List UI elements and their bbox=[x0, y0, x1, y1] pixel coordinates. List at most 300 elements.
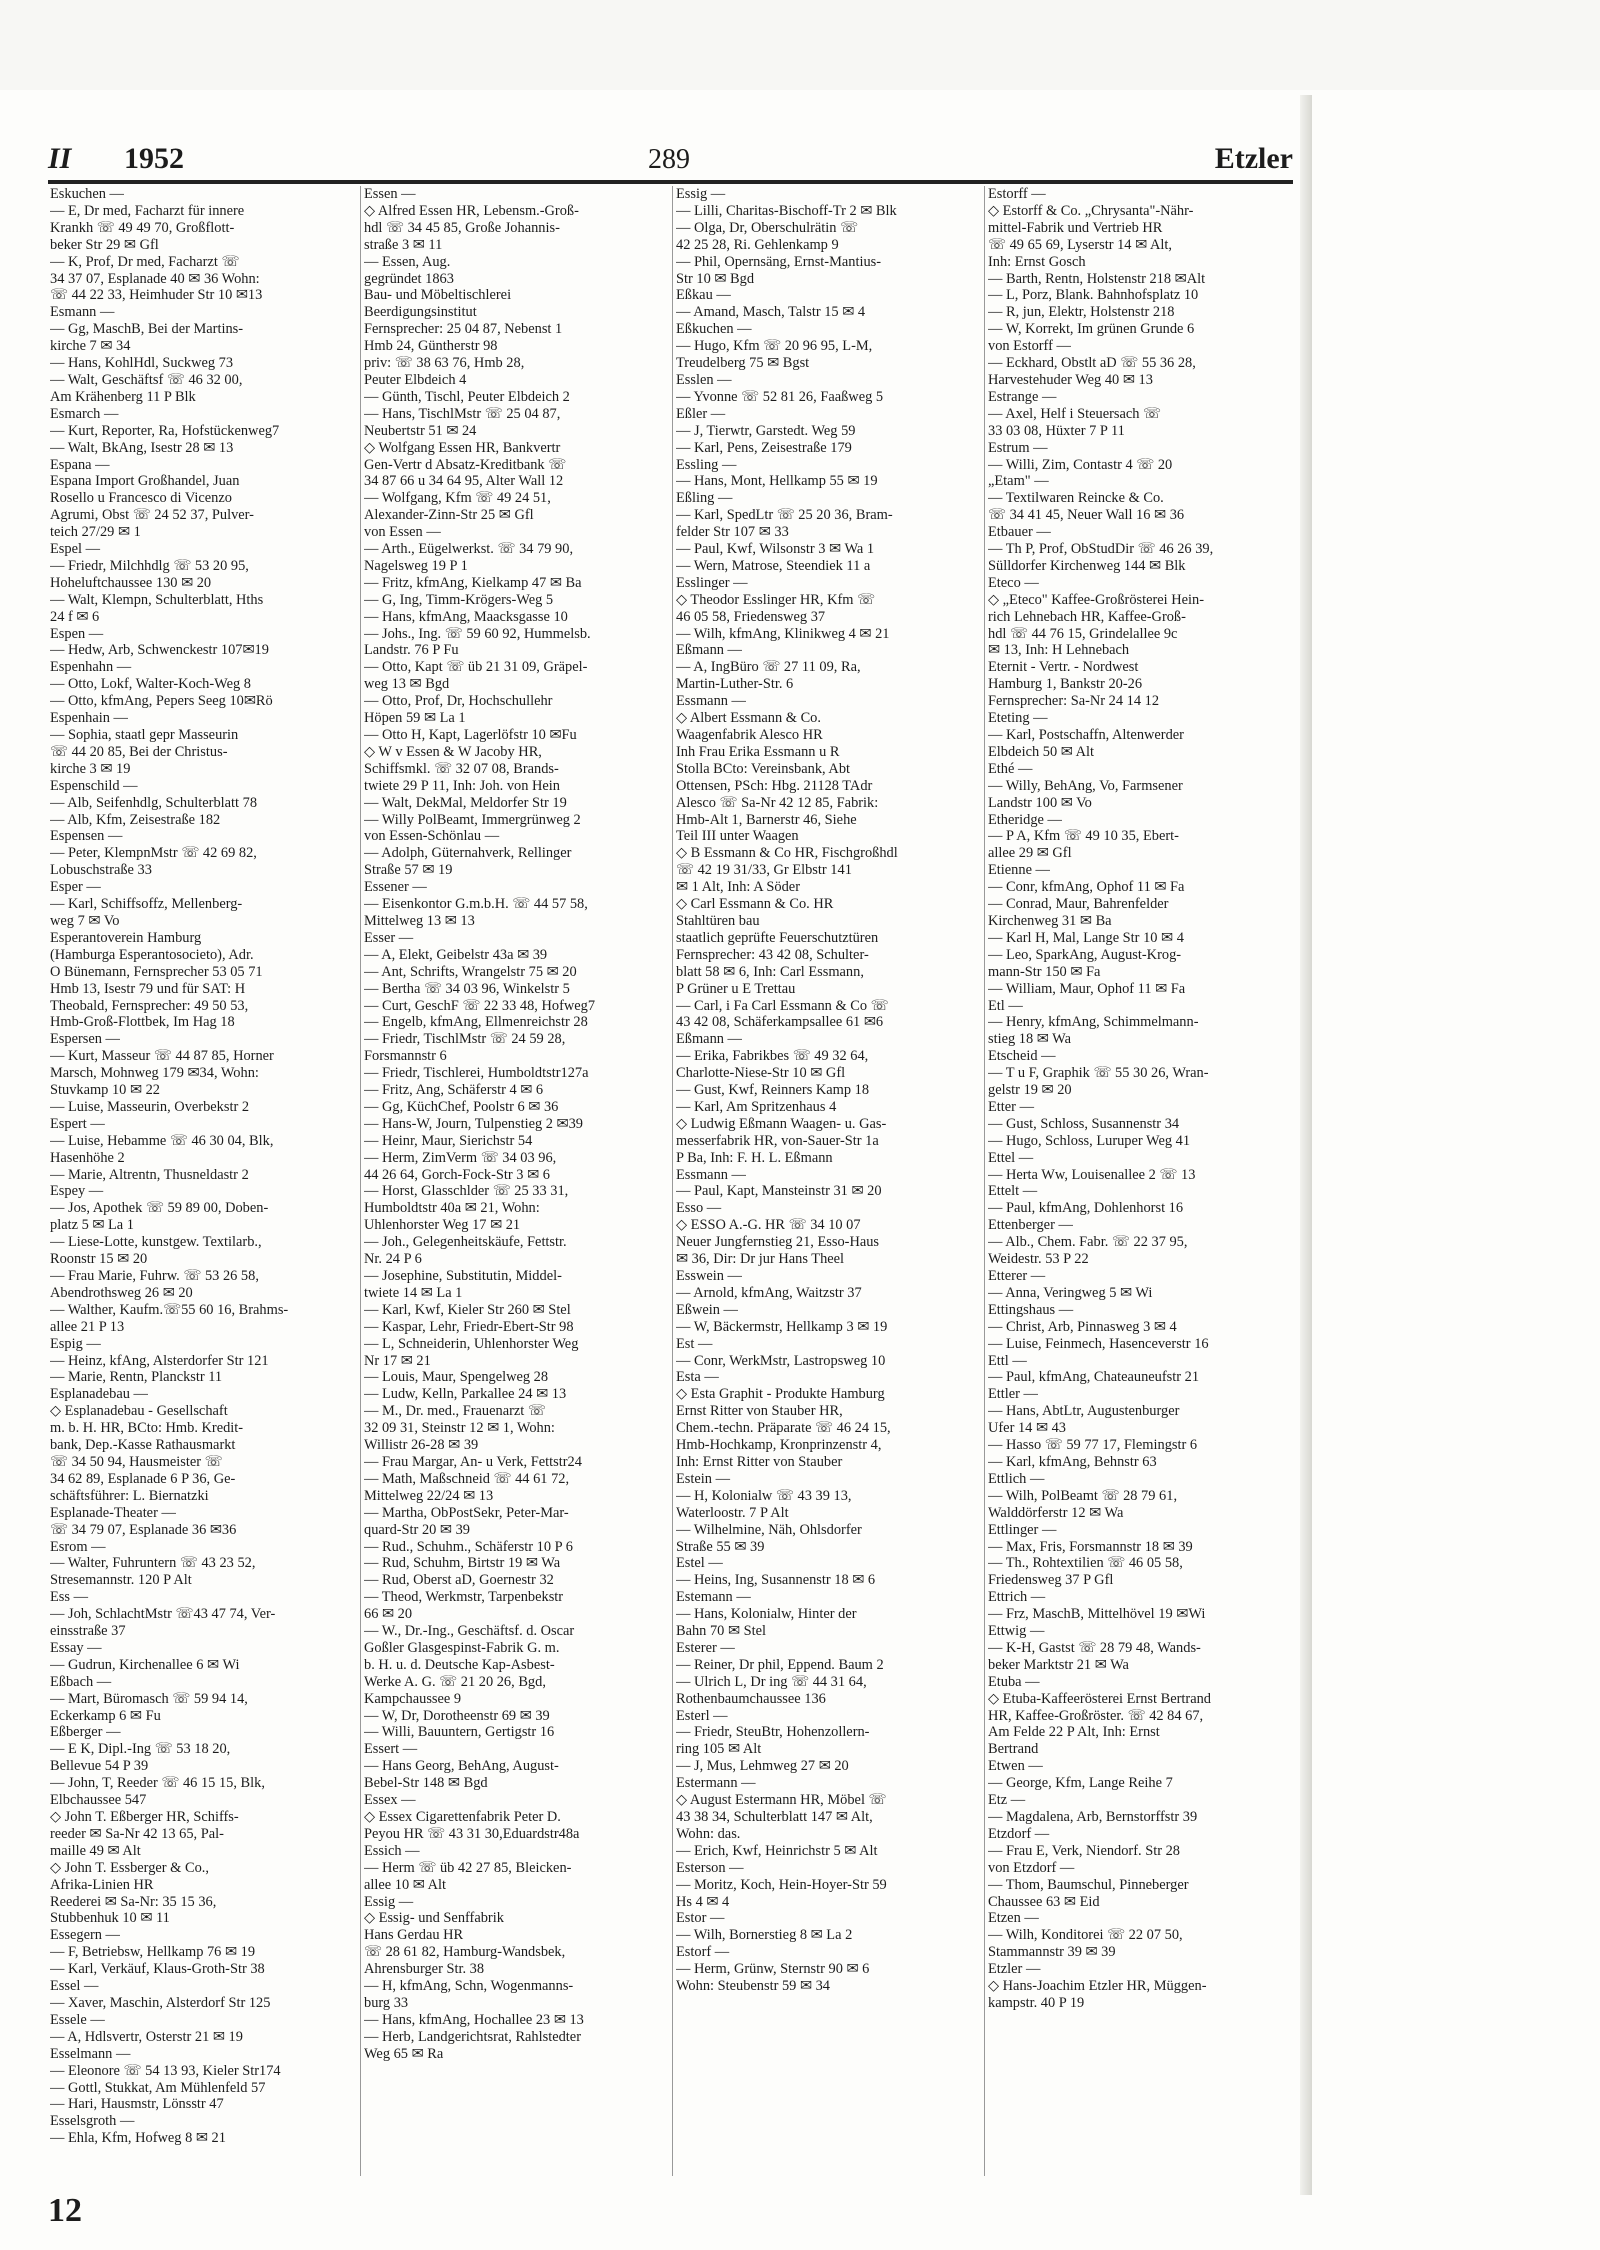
directory-line: twiete 29 P 11, Inh: Joh. von Hein bbox=[364, 777, 560, 794]
directory-line: Essert — bbox=[364, 1741, 418, 1758]
directory-line: Inh: Ernst Gosch bbox=[988, 253, 1086, 270]
directory-line: Landstr. 76 P Fu bbox=[364, 642, 459, 659]
directory-line: Stresemannstr. 120 P Alt bbox=[50, 1572, 192, 1589]
directory-line: Ettwig — bbox=[988, 1623, 1045, 1640]
directory-line: Esswein — bbox=[676, 1268, 742, 1284]
directory-line: Schiffsmkl. ☏ 32 07 08, Brands- bbox=[364, 760, 559, 777]
directory-line: — Mart, Büromasch ☏ 59 94 14, bbox=[50, 1690, 248, 1707]
directory-line: Bellevue 54 P 39 bbox=[50, 1758, 149, 1775]
directory-line: ◇ Essex Cigarettenfabrik Peter D. bbox=[364, 1809, 561, 1825]
directory-line: Ottensen, PSch: Hbg. 21128 TAdr bbox=[676, 777, 873, 794]
directory-line: Harvestehuder Weg 40 ✉ 13 bbox=[988, 371, 1153, 388]
directory-line: Elbdeich 50 ✉ Alt bbox=[988, 743, 1094, 760]
directory-line: Ettl — bbox=[988, 1352, 1027, 1369]
directory-line: — E K, Dipl.-Ing ☏ 53 18 20, bbox=[50, 1741, 231, 1758]
directory-line: Hasenhöhe 2 bbox=[50, 1149, 125, 1166]
directory-line: — Hugo, Kfm ☏ 20 96 95, L-M, bbox=[676, 338, 873, 355]
directory-line: — J, Mus, Lehmweg 27 ✉ 20 bbox=[676, 1758, 849, 1775]
directory-line: — Barth, Rentn, Holstenstr 218 ✉Alt bbox=[988, 270, 1206, 287]
directory-line: Afrika-Linien HR bbox=[50, 1876, 154, 1893]
directory-line: Hs 4 ✉ 4 bbox=[676, 1893, 730, 1910]
directory-line: — Otto, Lokf, Walter-Koch-Weg 8 bbox=[50, 676, 251, 693]
directory-line: — Willy PolBeamt, Immergrünweg 2 bbox=[364, 811, 581, 828]
directory-line: — Frz, MaschB, Mittelhövel 19 ✉Wi bbox=[988, 1606, 1206, 1623]
directory-line: Espana — bbox=[50, 456, 110, 473]
directory-line: — Essen, Aug. bbox=[364, 253, 451, 270]
directory-line: ◇ Esplanadebau - Gesellschaft bbox=[50, 1403, 228, 1420]
directory-line: — Conrad, Maur, Bahrenfelder bbox=[988, 896, 1169, 913]
directory-line: kirche 3 ✉ 19 bbox=[50, 760, 131, 777]
directory-line: Ettelt — bbox=[988, 1183, 1038, 1200]
folio-number: 12 bbox=[48, 2192, 82, 2229]
directory-line: allee 10 ✉ Alt bbox=[364, 1876, 446, 1893]
directory-line: Agrumi, Obst ☏ 24 52 37, Pulver- bbox=[50, 507, 254, 524]
directory-line: reeder ✉ Sa-Nr 42 13 65, Pal- bbox=[50, 1825, 224, 1842]
directory-line: Esslen — bbox=[676, 371, 732, 388]
directory-line: — T u F, Graphik ☏ 55 30 26, Wran- bbox=[988, 1065, 1209, 1082]
directory-line: Etz — bbox=[988, 1792, 1026, 1809]
directory-line: Espert — bbox=[50, 1115, 105, 1132]
directory-line: Espana Import Großhandel, Juan bbox=[50, 473, 240, 490]
directory-line: Lobuschstraße 33 bbox=[50, 862, 152, 879]
directory-line: — Conr, WerkMstr, Lastropsweg 10 bbox=[676, 1352, 886, 1369]
directory-line: — K-H, Gastst ☏ 28 79 48, Wands- bbox=[988, 1639, 1201, 1656]
directory-line: Weidestr. 53 P 22 bbox=[988, 1251, 1089, 1268]
directory-line: — Heinz, kfAng, Alsterdorfer Str 121 bbox=[50, 1352, 269, 1369]
directory-line: Neubertstr 51 ✉ 24 bbox=[364, 422, 477, 439]
directory-line: — Eckhard, Obstlt aD ☏ 55 36 28, bbox=[988, 355, 1196, 372]
directory-line: m. b. H. HR, BCto: Hmb. Kredit- bbox=[50, 1420, 244, 1437]
directory-line: Esrom — bbox=[50, 1538, 106, 1555]
directory-line: — Paul, kfmAng, Dohlenhorst 16 bbox=[988, 1200, 1184, 1217]
directory-line: Alesco ☏ Sa-Nr 42 12 85, Fabrik: bbox=[676, 794, 879, 811]
directory-line: — Marie, Rentn, Planckstr 11 bbox=[50, 1369, 223, 1386]
directory-line: — Joh, SchlachtMstr ☏43 47 74, Ver- bbox=[50, 1606, 276, 1623]
directory-line: — Luise, Hebamme ☏ 46 30 04, Blk, bbox=[50, 1132, 274, 1149]
column-2 bbox=[364, 186, 672, 2176]
directory-line: Rothenbaumchaussee 136 bbox=[676, 1690, 826, 1707]
directory-line: Rosello u Francesco di Vicenzo bbox=[50, 490, 232, 507]
directory-line: gegründet 1863 bbox=[364, 270, 454, 287]
directory-line: Bahn 70 ✉ Stel bbox=[676, 1623, 767, 1640]
column-3 bbox=[676, 186, 984, 2176]
directory-line: Nagelsweg 19 P 1 bbox=[364, 557, 468, 574]
directory-line: — Thom, Baumschul, Pinneberger bbox=[988, 1876, 1189, 1893]
directory-line: — Karl, Am Spritzenhaus 4 bbox=[676, 1098, 837, 1115]
directory-line: Straße 57 ✉ 19 bbox=[364, 862, 453, 879]
directory-line: Estrange — bbox=[988, 388, 1057, 405]
directory-line: — Frau E, Verk, Niendorf. Str 28 bbox=[988, 1842, 1180, 1859]
directory-line: Espel — bbox=[50, 541, 100, 558]
directory-line: Hans Gerdau HR bbox=[364, 1927, 464, 1944]
directory-line: ✉ 36, Dir: Dr jur Hans Theel bbox=[676, 1251, 845, 1268]
directory-line: ◇ Ludwig Eßmann Waagen- u. Gas- bbox=[676, 1115, 887, 1132]
column-divider bbox=[984, 186, 985, 2176]
directory-line: — Sophia, staatl gepr Masseurin bbox=[50, 727, 239, 743]
directory-line: — Paul, Kwf, Wilsonstr 3 ✉ Wa 1 bbox=[676, 541, 875, 558]
directory-line: Estemann — bbox=[676, 1589, 751, 1606]
directory-line: Marsch, Mohnweg 179 ✉34, Wohn: bbox=[50, 1065, 259, 1082]
directory-line: — F, Betriebsw, Hellkamp 76 ✉ 19 bbox=[50, 1944, 256, 1961]
directory-line: — Walther, Kaufm.☏55 60 16, Brahms- bbox=[50, 1301, 289, 1318]
directory-line: — Hans, Kolonialw, Hinter der bbox=[676, 1606, 857, 1623]
directory-line: 32 09 31, Steinstr 12 ✉ 1, Wohn: bbox=[364, 1420, 555, 1437]
directory-line: Essen — bbox=[364, 186, 416, 202]
directory-line: — J, Tierwtr, Garstedt. Weg 59 bbox=[676, 422, 856, 439]
directory-line: — Heins, Ing, Susannenstr 18 ✉ 6 bbox=[676, 1572, 876, 1589]
directory-line: — Engelb, kfmAng, Ellmenreichstr 28 bbox=[364, 1014, 588, 1031]
directory-line: — Heinr, Maur, Sierichstr 54 bbox=[364, 1132, 533, 1149]
directory-line: Krankh ☏ 49 49 70, Großflott- bbox=[50, 219, 235, 236]
directory-line: — George, Kfm, Lange Reihe 7 bbox=[988, 1775, 1173, 1792]
directory-line: Etbauer — bbox=[988, 524, 1051, 541]
directory-line: — Frau Margar, An- u Verk, Fettstr24 bbox=[364, 1453, 582, 1470]
directory-line: ✉ 13, Inh: H Lehnebach bbox=[988, 642, 1130, 659]
directory-line: Eßberger — bbox=[50, 1724, 121, 1741]
directory-line: Peyou HR ☏ 43 31 30,Eduardstr48a bbox=[364, 1825, 580, 1842]
directory-line: Eßbach — bbox=[50, 1673, 112, 1690]
page-number: 289 bbox=[648, 144, 690, 175]
directory-line: ☏ 28 61 82, Hamburg-Wandsbek, bbox=[364, 1944, 566, 1961]
directory-line: weg 7 ✉ Vo bbox=[50, 912, 120, 929]
directory-line: ◇ August Estermann HR, Möbel ☏ bbox=[676, 1792, 887, 1809]
directory-line: Estermann — bbox=[676, 1775, 756, 1792]
directory-line: Etheridge — bbox=[988, 811, 1062, 828]
directory-line: Höpen 59 ✉ La 1 bbox=[364, 710, 466, 727]
directory-line: Uhlenhorster Weg 17 ✉ 21 bbox=[364, 1217, 521, 1234]
directory-line: Eßmann — bbox=[676, 1031, 742, 1048]
directory-line: — Wilhelmine, Näh, Ohlsdorfer bbox=[676, 1521, 862, 1538]
directory-line: ☏ 34 41 45, Neuer Wall 16 ✉ 36 bbox=[988, 507, 1185, 524]
directory-line: Essmann — bbox=[676, 1166, 746, 1183]
directory-line: Ettrich — bbox=[988, 1589, 1046, 1606]
directory-line: P Ba, Inh: F. H. L. Eßmann bbox=[676, 1149, 833, 1166]
directory-line: — Friedr, Tischlerei, Humboldtstr127a bbox=[364, 1065, 589, 1082]
directory-line: ring 105 ✉ Alt bbox=[676, 1741, 762, 1758]
directory-line: — Herm, ZimVerm ☏ 34 03 96, bbox=[364, 1149, 557, 1166]
directory-line: — Liese-Lotte, kunstgew. Textilarb., bbox=[50, 1234, 262, 1251]
directory-line: von Essen-Schönlau — bbox=[364, 828, 500, 845]
column-divider bbox=[360, 186, 361, 2176]
directory-line: — Otto, Kapt ☏ üb 21 31 09, Gräpel- bbox=[364, 659, 588, 676]
directory-line: ◇ Estorff & Co. „Chrysanta"-Nähr- bbox=[988, 202, 1194, 219]
directory-line: Hmb-Alt 1, Barnerstr 46, Siehe bbox=[676, 811, 857, 828]
directory-line: — H, Kolonialw ☏ 43 39 13, bbox=[676, 1487, 852, 1504]
directory-line: blatt 58 ✉ 6, Inh: Carl Essmann, bbox=[676, 963, 864, 980]
directory-line: — Hans, kfmAng, Maacksgasse 10 bbox=[364, 608, 568, 625]
directory-line: — M., Dr. med., Frauenarzt ☏ bbox=[364, 1403, 546, 1420]
directory-line: ◇ Carl Essmann & Co. HR bbox=[676, 896, 834, 913]
directory-line: — Gust, Schloss, Susannenstr 34 bbox=[988, 1115, 1180, 1132]
directory-line: — Anna, Veringweg 5 ✉ Wi bbox=[988, 1284, 1153, 1301]
directory-line: 24 f ✉ 6 bbox=[50, 608, 100, 625]
directory-line: Estein — bbox=[676, 1470, 730, 1487]
directory-line: Alexander-Zinn-Str 25 ✉ Gfl bbox=[364, 507, 534, 524]
directory-line: hdl ☏ 44 76 15, Grindelallee 9c bbox=[988, 625, 1178, 642]
directory-line: Hmb 13, Isestr 79 und für SAT: H bbox=[50, 980, 246, 997]
directory-line: Friedensweg 37 P Gfl bbox=[988, 1572, 1114, 1589]
directory-line: Essay — bbox=[50, 1639, 102, 1656]
directory-line: — W, Korrekt, Im grünen Grunde 6 bbox=[988, 321, 1195, 338]
directory-line: Ettlinger — bbox=[988, 1521, 1057, 1538]
directory-line: Stahltüren bau bbox=[676, 912, 760, 929]
directory-line: Essig — bbox=[676, 186, 726, 202]
directory-line: Etscheid — bbox=[988, 1048, 1056, 1065]
directory-line: — Hans, KohlHdl, Suckweg 73 bbox=[50, 355, 234, 372]
directory-line: stieg 18 ✉ Wa bbox=[988, 1031, 1071, 1048]
directory-line: Hmb 24, Güntherstr 98 bbox=[364, 338, 498, 355]
directory-line: Essig — bbox=[364, 1893, 414, 1910]
directory-line: Eteco — bbox=[988, 574, 1039, 591]
directory-line: Bau- und Möbeltischlerei bbox=[364, 287, 512, 304]
directory-line: ◇ B Essmann & Co HR, Fischgroßhdl bbox=[676, 845, 898, 862]
directory-line: priv: ☏ 38 63 76, Hmb 28, bbox=[364, 355, 525, 372]
directory-line: Espenhain — bbox=[50, 710, 128, 727]
directory-line: — Conr, kfmAng, Ophof 11 ✉ Fa bbox=[988, 879, 1185, 896]
directory-line: Essich — bbox=[364, 1842, 420, 1859]
page-top-margin bbox=[0, 0, 1600, 90]
directory-line: von Essen — bbox=[364, 524, 441, 541]
directory-line: Esta — bbox=[676, 1369, 719, 1386]
directory-line: — Otto H, Kapt, Lagerlöfstr 10 ✉Fu bbox=[364, 727, 577, 743]
directory-line: Landstr 100 ✉ Vo bbox=[988, 794, 1092, 811]
directory-line: ◇ Alfred Essen HR, Lebensm.-Groß- bbox=[364, 202, 579, 219]
directory-line: Espenschild — bbox=[50, 777, 138, 794]
directory-line: — Yvonne ☏ 52 81 26, Faaßweg 5 bbox=[676, 388, 884, 405]
directory-line: — Hans-W, Journ, Tulpenstieg 2 ✉39 bbox=[364, 1115, 583, 1132]
directory-line: Willistr 26-28 ✉ 39 bbox=[364, 1437, 479, 1454]
directory-line: Essegern — bbox=[50, 1927, 120, 1944]
directory-line: quard-Str 20 ✉ 39 bbox=[364, 1521, 470, 1538]
directory-line: — Paul, Kapt, Mansteinstr 31 ✉ 20 bbox=[676, 1183, 882, 1200]
directory-line: ◇ Essig- und Senffabrik bbox=[364, 1910, 504, 1927]
directory-line: — Karl, Schiffsoffz, Mellenberg- bbox=[50, 896, 243, 913]
directory-line: — Frau Marie, Fuhrw. ☏ 53 26 58, bbox=[50, 1268, 259, 1284]
directory-line: Chem.-techn. Präparate ☏ 46 24 15, bbox=[676, 1420, 891, 1437]
directory-line: ◇ Esta Graphit - Produkte Hamburg bbox=[676, 1386, 885, 1403]
directory-line: Kirchenweg 31 ✉ Ba bbox=[988, 912, 1112, 929]
directory-line: Eskuchen — bbox=[50, 186, 124, 202]
directory-line: Inh: Ernst Ritter von Stauber bbox=[676, 1453, 843, 1470]
directory-line: — Ulrich L, Dr ing ☏ 44 31 64, bbox=[676, 1673, 867, 1690]
directory-line: Reederei ✉ Sa-Nr: 35 15 36, bbox=[50, 1893, 217, 1910]
directory-line: — P A, Kfm ☏ 49 10 35, Ebert- bbox=[988, 828, 1179, 845]
directory-line: von Estorff — bbox=[988, 338, 1071, 355]
directory-line: Fernsprecher: 43 42 08, Schulter- bbox=[676, 946, 869, 963]
directory-line: — Wilh, Konditorei ☏ 22 07 50, bbox=[988, 1927, 1183, 1944]
directory-line: Etienne — bbox=[988, 862, 1050, 879]
directory-line: Essex — bbox=[364, 1792, 416, 1809]
directory-line: — Max, Fris, Forsmannstr 18 ✉ 39 bbox=[988, 1538, 1193, 1555]
directory-line: Est — bbox=[676, 1335, 713, 1352]
directory-line: Eßling — bbox=[676, 490, 733, 507]
directory-line: — Erich, Kwf, Heinrichstr 5 ✉ Alt bbox=[676, 1842, 878, 1859]
directory-line: — Johs., Ing. ☏ 59 60 92, Hummelsb. bbox=[364, 625, 591, 642]
directory-line: Werke A. G. ☏ 21 20 26, Bgd, bbox=[364, 1673, 546, 1690]
directory-line: Esser — bbox=[364, 929, 414, 946]
directory-line: b. H. u. d. Deutsche Kap-Asbest- bbox=[364, 1656, 555, 1673]
directory-line: — Gg, KüchChef, Poolstr 6 ✉ 36 bbox=[364, 1098, 559, 1115]
directory-line: ☏ 34 50 94, Hausmeister ☏ bbox=[50, 1453, 223, 1470]
directory-line: — William, Maur, Ophof 11 ✉ Fa bbox=[988, 980, 1186, 997]
directory-line: Essling — bbox=[676, 456, 737, 473]
directory-line: allee 29 ✉ Gfl bbox=[988, 845, 1072, 862]
directory-line: Wohn: das. bbox=[676, 1825, 741, 1842]
directory-line: ◇ W v Essen & W Jacoby HR, bbox=[364, 743, 542, 760]
directory-line: P Grüner u E Trettau bbox=[676, 980, 796, 997]
directory-line: Waagenfabrik Alesco HR bbox=[676, 727, 823, 743]
directory-line: — Rud, Oberst aD, Goernestr 32 bbox=[364, 1572, 554, 1589]
directory-line: — Wern, Matrose, Steendiek 11 a bbox=[676, 557, 871, 574]
directory-line: — Gottl, Stukkat, Am Mühlenfeld 57 bbox=[50, 2079, 266, 2096]
directory-line: — Axel, Helf i Steuersach ☏ bbox=[988, 405, 1162, 422]
directory-line: Estor — bbox=[676, 1910, 725, 1927]
directory-line: Elbchaussee 547 bbox=[50, 1792, 147, 1809]
directory-line: Weg 65 ✉ Ra bbox=[364, 2045, 444, 2062]
directory-line: Ethé — bbox=[988, 760, 1033, 777]
directory-line: — Horst, Glasschlder ☏ 25 33 31, bbox=[364, 1183, 569, 1200]
directory-line: Esmann — bbox=[50, 304, 115, 321]
directory-line: — Moritz, Koch, Hein-Hoyer-Str 59 bbox=[676, 1876, 887, 1893]
directory-line: Hoheluftchaussee 130 ✉ 20 bbox=[50, 574, 212, 591]
directory-line: — Hugo, Schloss, Luruper Weg 41 bbox=[988, 1132, 1191, 1149]
directory-line: Espey — bbox=[50, 1183, 104, 1200]
directory-line: — Eisenkontor G.m.b.H. ☏ 44 57 58, bbox=[364, 896, 588, 913]
directory-line: — Herta Ww, Louisenallee 2 ☏ 13 bbox=[988, 1166, 1196, 1183]
directory-line: Wohn: Steubenstr 59 ✉ 34 bbox=[676, 1978, 830, 1995]
directory-line: Goßler Glasgespinst-Fabrik G. m. bbox=[364, 1639, 560, 1656]
directory-line: ✉ 1 Alt, Inh: A Söder bbox=[676, 879, 800, 896]
directory-line: Etterer — bbox=[988, 1268, 1046, 1284]
directory-line: Sülldorfer Kirchenweg 144 ✉ Blk bbox=[988, 557, 1186, 574]
directory-line: — Phil, Opernsäng, Ernst-Mantius- bbox=[676, 253, 882, 270]
directory-line: Fernsprecher: Sa-Nr 24 14 12 bbox=[988, 693, 1160, 710]
directory-line: — H, kfmAng, Schn, Wogenmanns- bbox=[364, 1978, 574, 1995]
directory-line: — Willi, Bauuntern, Gertigstr 16 bbox=[364, 1724, 555, 1741]
directory-line: Esselmann — bbox=[50, 2045, 131, 2062]
directory-line: — Textilwaren Reincke & Co. bbox=[988, 490, 1164, 507]
directory-line: Esslinger — bbox=[676, 574, 748, 591]
directory-line: 34 62 89, Esplanade 6 P 36, Ge- bbox=[50, 1470, 236, 1487]
directory-line: rich Lehnebach HR, Kaffee-Groß- bbox=[988, 608, 1186, 625]
directory-line: 34 37 07, Esplanade 40 ✉ 36 Wohn: bbox=[50, 270, 260, 287]
directory-line: — Herm ☏ üb 42 27 85, Bleicken- bbox=[364, 1859, 572, 1876]
directory-line: — Paul, kfmAng, Chateauneufstr 21 bbox=[988, 1369, 1200, 1386]
directory-line: — Martha, ObPostSekr, Peter-Mar- bbox=[364, 1504, 569, 1521]
directory-line: — W., Dr.-Ing., Geschäftsf. d. Oscar bbox=[364, 1623, 575, 1640]
directory-line: — Wilh, PolBeamt ☏ 28 79 61, bbox=[988, 1487, 1178, 1504]
directory-line: Esterl — bbox=[676, 1707, 728, 1724]
directory-line: — A, IngBüro ☏ 27 11 09, Ra, bbox=[676, 659, 861, 676]
directory-line: — Karl, Postschaffn, Altenwerder bbox=[988, 727, 1184, 743]
directory-line: Estel — bbox=[676, 1555, 723, 1572]
directory-line: — Karl H, Mal, Lange Str 10 ✉ 4 bbox=[988, 929, 1184, 946]
directory-line: 44 26 64, Gorch-Fock-Str 3 ✉ 6 bbox=[364, 1166, 550, 1183]
directory-line: Am Felde 22 P Alt, Inh: Ernst bbox=[988, 1724, 1160, 1741]
directory-line: — Alb, Seifenhdlg, Schulterblatt 78 bbox=[50, 794, 258, 811]
column-divider bbox=[672, 186, 673, 2176]
directory-line: Stolla BCto: Vereinsbank, Abt bbox=[676, 760, 851, 777]
directory-line: Hamburg 1, Bankstr 20-26 bbox=[988, 676, 1143, 693]
directory-line: weg 13 ✉ Bgd bbox=[364, 676, 450, 693]
directory-line: ◇ Wolfgang Essen HR, Bankvertr bbox=[364, 439, 561, 456]
directory-line: mann-Str 150 ✉ Fa bbox=[988, 963, 1101, 980]
directory-line: felder Str 107 ✉ 33 bbox=[676, 524, 789, 541]
directory-line: — Adolph, Güternahverk, Rellinger bbox=[364, 845, 572, 862]
directory-line: Esterson — bbox=[676, 1859, 744, 1876]
directory-line: — Math, Maßschneid ☏ 44 61 72, bbox=[364, 1470, 570, 1487]
directory-line: — L, Schneiderin, Uhlenhorster Weg bbox=[364, 1335, 579, 1352]
directory-line: — Ehla, Kfm, Hofweg 8 ✉ 21 bbox=[50, 2130, 226, 2147]
directory-line: Hmb-Groß-Flottbek, Im Hag 18 bbox=[50, 1014, 235, 1031]
directory-line: burg 33 bbox=[364, 1994, 409, 2011]
directory-line: — Reiner, Dr phil, Eppend. Baum 2 bbox=[676, 1656, 884, 1673]
page-fold-edge bbox=[1300, 95, 1312, 2195]
directory-line: — Hedw, Arb, Schwenckestr 107✉19 bbox=[50, 642, 269, 659]
directory-line: 46 05 58, Friedensweg 37 bbox=[676, 608, 826, 625]
directory-line: — Olga, Dr, Oberschulrätin ☏ bbox=[676, 219, 859, 236]
directory-line: — A, Elekt, Geibelstr 43a ✉ 39 bbox=[364, 946, 548, 963]
directory-line: Etter — bbox=[988, 1098, 1034, 1115]
directory-line: — Walter, Fuhruntern ☏ 43 23 52, bbox=[50, 1555, 256, 1572]
directory-line: — Louis, Maur, Spengelweg 28 bbox=[364, 1369, 549, 1386]
directory-line: Essel — bbox=[50, 1978, 99, 1995]
directory-line: — Hans, TischlMstr ☏ 25 04 87, bbox=[364, 405, 561, 422]
directory-line: Ettel — bbox=[988, 1149, 1034, 1166]
directory-line: Esper — bbox=[50, 879, 101, 896]
directory-line: Eternit - Vertr. - Nordwest bbox=[988, 659, 1139, 676]
directory-line: „Etam" — bbox=[988, 473, 1049, 490]
directory-line: — Joh., Gelegenheitskäufe, Fettstr. bbox=[364, 1234, 567, 1251]
directory-line: — Bertha ☏ 34 03 96, Winkelstr 5 bbox=[364, 980, 570, 997]
directory-line: hdl ☏ 34 45 85, Große Johannis- bbox=[364, 219, 560, 236]
directory-line: Ettler — bbox=[988, 1386, 1038, 1403]
directory-line: ◇ Etuba-Kaffeerösterei Ernst Bertrand bbox=[988, 1690, 1211, 1707]
directory-line: — Herb, Landgerichtsrat, Rahlstedter bbox=[364, 2028, 581, 2045]
directory-line: — Otto, Prof, Dr, Hochschullehr bbox=[364, 693, 553, 710]
directory-line: — Wilh, kfmAng, Klinikweg 4 ✉ 21 bbox=[676, 625, 890, 642]
directory-line: Eteting — bbox=[988, 710, 1048, 727]
directory-line: Essener — bbox=[364, 879, 427, 896]
directory-line: 33 03 08, Hüxter 7 P 11 bbox=[988, 422, 1125, 439]
directory-line: kampstr. 40 P 19 bbox=[988, 1994, 1085, 2011]
directory-line: — Wilh, Bornerstieg 8 ✉ La 2 bbox=[676, 1927, 853, 1944]
directory-line: Esso — bbox=[676, 1200, 722, 1217]
directory-line: Espig — bbox=[50, 1335, 101, 1352]
directory-line: — K, Prof, Dr med, Facharzt ☏ bbox=[50, 253, 240, 270]
directory-line: — Kurt, Reporter, Ra, Hofstückenweg7 bbox=[50, 422, 280, 439]
directory-line: Theobald, Fernsprecher: 49 50 53, bbox=[50, 997, 249, 1014]
column-4 bbox=[988, 186, 1296, 2176]
directory-line: — Fritz, Ang, Schäferstr 4 ✉ 6 bbox=[364, 1082, 544, 1099]
directory-line: — Jos, Apothek ☏ 59 89 00, Doben- bbox=[50, 1200, 269, 1217]
directory-line: Espen — bbox=[50, 625, 104, 642]
directory-line: Straße 55 ✉ 39 bbox=[676, 1538, 765, 1555]
header-rule bbox=[48, 180, 1293, 184]
directory-line: — Gg, MaschB, Bei der Martins- bbox=[50, 321, 244, 338]
directory-line: Am Krähenberg 11 P Blk bbox=[50, 388, 196, 405]
directory-line: — W, Dr, Dorotheenstr 69 ✉ 39 bbox=[364, 1707, 550, 1724]
directory-line: — Peter, KlempnMstr ☏ 42 69 82, bbox=[50, 845, 257, 862]
directory-line: Inh Frau Erika Essmann u R bbox=[676, 743, 840, 760]
directory-line: — Otto, kfmAng, Pepers Seeg 10✉Rö bbox=[50, 693, 273, 710]
directory-line: Essele — bbox=[50, 2011, 105, 2028]
directory-line: Estorff — bbox=[988, 186, 1046, 202]
directory-line: — Carl, i Fa Carl Essmann & Co ☏ bbox=[676, 997, 889, 1014]
directory-line: ◇ John T. Essberger & Co., bbox=[50, 1859, 209, 1876]
directory-line: — R, jun, Elektr, Holstenstr 218 bbox=[988, 304, 1175, 321]
directory-line: Fernsprecher: 25 04 87, Nebenst 1 bbox=[364, 321, 563, 338]
